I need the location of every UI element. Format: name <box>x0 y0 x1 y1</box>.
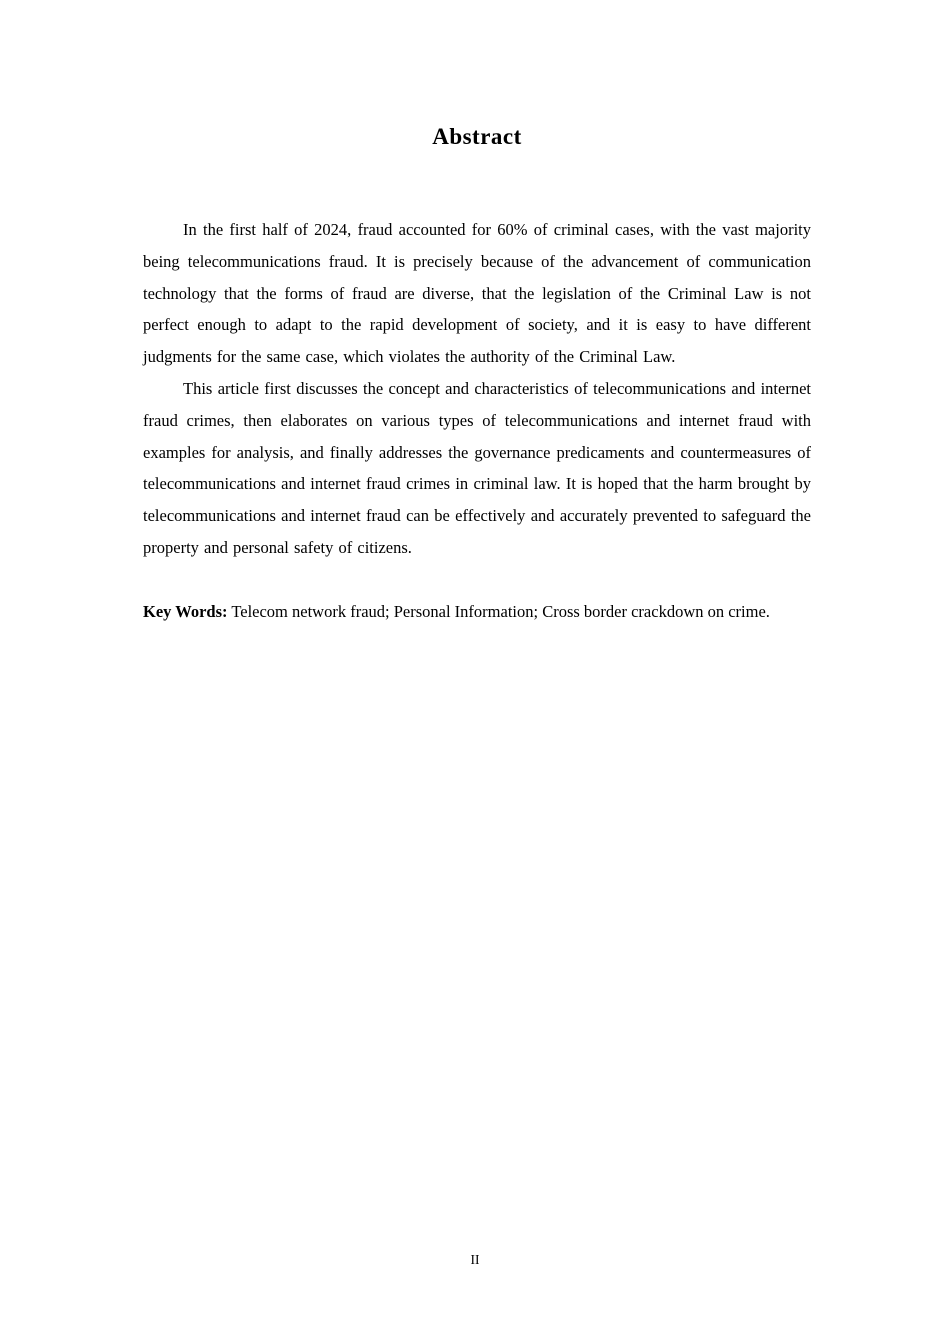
abstract-body <box>143 214 811 627</box>
page-number: II <box>470 1252 480 1267</box>
abstract-paragraph-1: In the first half of 2024, fraud accounted for 60% of criminal cases, with the vast majority being telecommunications fraud. It is precisely because of the advancement of communication technology that the forms of fraud are diverse, that the legislation of the Criminal Law is not perfect enough to adapt to the rapid development of society, and it is easy to have different judgments for the same case, which violates the authority of the Criminal Law. <box>143 220 811 367</box>
keywords-line <box>143 596 811 628</box>
keywords-text: Telecom network fraud; Personal Information; Cross border crackdown on crime. <box>227 601 770 621</box>
page-title: Abstract <box>432 124 522 149</box>
abstract-paragraph-2: This article first discusses the concept and characteristics of telecommunications and internet fraud crimes, then elaborates on various types of telecommunications and internet fraud with examples for analysis, and finally addresses the governance predicaments and countermeasures of telecommunications and internet fraud crimes in criminal law. It is hoped that the harm brought by telecommunications and internet fraud can be effectively and accurately prevented to safeguard the property and personal safety of citizens. <box>143 378 811 557</box>
keywords-label: Key Words: <box>143 601 228 621</box>
